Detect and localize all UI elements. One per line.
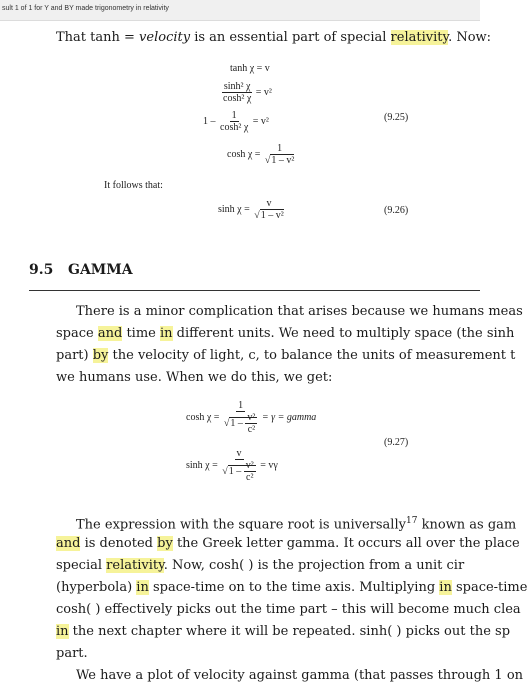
intro-text-3: . Now: <box>448 30 492 45</box>
para2-line6: in the next chapter where it will be repeated. sinh( ) picks out the sp <box>56 624 511 639</box>
search-result-bar <box>0 0 480 21</box>
highlight-by[interactable]: by <box>92 348 109 363</box>
section-rule <box>29 290 480 291</box>
highlight-in-4[interactable]: in <box>56 624 69 639</box>
para1-line3: part) by the velocity of light, c, to balance the units of measurement t <box>56 348 516 363</box>
highlight-in[interactable]: in <box>159 326 173 341</box>
eq-927-cosh: cosh χ = 1 √1 – $\frac{\text{v²}}{\text{c²}}$ = γ = gamma <box>186 400 317 435</box>
para2-line5: cosh( ) effectively picks out the time part – this will become much clea <box>56 602 521 617</box>
intro-text: That tanh <box>56 30 125 45</box>
eq-925-line2: $\frac{\text{sinh² χ}}{\text{cosh² χ}}$ = v² <box>223 81 272 104</box>
intro-line <box>56 26 491 49</box>
intro-velocity: = velocity <box>124 30 191 45</box>
highlight-in-3[interactable]: in <box>439 580 452 595</box>
para1-line2: space and time in different units. We need to multiply space (the sinh <box>56 326 515 341</box>
eq-926: sinh χ = $\frac{v}{\text{√1 – v²}}$ <box>218 198 284 221</box>
eq-925-line4: cosh χ = $\frac{1}{\text{√1 – v²}}$ <box>227 143 295 166</box>
eq-number-926: (9.26) <box>384 205 409 216</box>
para2-line1: The expression with the square root is universally$^{17}$ known as gam <box>76 516 517 533</box>
highlight-in-2[interactable]: in <box>136 580 149 595</box>
para2-line7: part. <box>56 646 88 661</box>
eq-number-927: (9.27) <box>384 437 409 448</box>
it-follows-text: It follows that: <box>104 180 163 191</box>
para2-line3: special relativity. Now, cosh( ) is the projection from a unit cir <box>56 558 465 573</box>
eq-927-sinh: sinh χ = v √1 – $\frac{\text{v²}}{\text{c²}}$ = vγ <box>186 448 278 483</box>
highlight-relativity-2[interactable]: relativity <box>106 558 164 573</box>
highlight-and-2[interactable]: and <box>56 536 81 551</box>
footnote-17[interactable]: 17 <box>405 516 418 526</box>
section-heading: 9.5 GAMMA <box>29 262 133 278</box>
para2-line2: and is denoted by the Greek letter gamma. It occurs all over the place <box>56 536 520 551</box>
para2-line4: (hyperbola) in space-time on to the time axis. Multiplying in space-time <box>56 580 527 595</box>
eq-925-line1: tanh χ = v <box>230 63 270 74</box>
para3-line1: We have a plot of velocity against gamma (that passes through 1 on <box>76 668 524 683</box>
para1-line1: There is a minor complication that arises because we humans meas <box>76 304 523 319</box>
highlight-and[interactable]: and <box>97 326 123 341</box>
highlight-relativity[interactable]: relativity <box>390 30 449 45</box>
eq-number-925: (9.25) <box>384 112 409 123</box>
eq-925-line3: 1 – $\frac{1}{\text{cosh² χ}}$ = v² <box>203 110 269 133</box>
highlight-by-2[interactable]: by <box>157 536 173 551</box>
search-result-text: sult 1 of 1 for Y and BY made trigonometry in relativity <box>2 5 169 12</box>
para1-line4: we humans use. When we do this, we get: <box>56 370 333 385</box>
intro-text-2: is an essential part of special <box>190 30 391 45</box>
